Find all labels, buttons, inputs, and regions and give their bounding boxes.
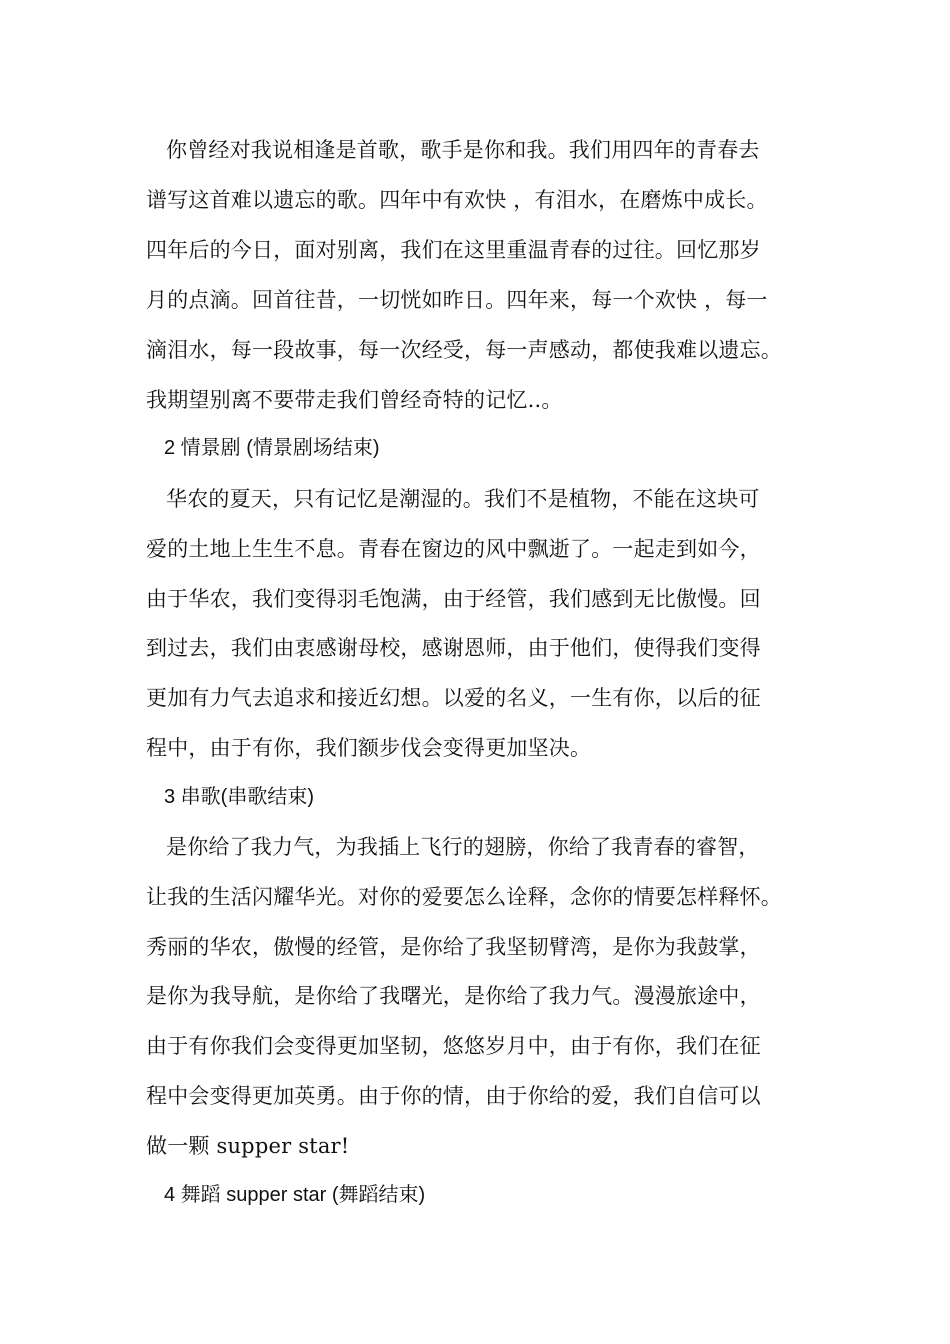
paragraph-2-line-5: 更加有力气去追求和接近幻想。以爱的名义，一生有你，以后的征 [146,686,761,710]
paragraph-3-line-5: 由于有你我们会变得更加坚韧，悠悠岁月中，由于有你，我们在征 [146,1034,761,1058]
section-heading-2: 2 情景剧 (情景剧场结束) [164,437,380,459]
paragraph-2-line-6: 程中，由于有你，我们额步伐会变得更加坚决。 [146,736,592,760]
paragraph-2-line-4: 到过去，我们由衷感谢母校，感谢恩师，由于他们，使得我们变得 [146,636,761,660]
paragraph-3-line-3: 秀丽的华农，傲慢的经管，是你给了我坚韧臂湾，是你为我鼓掌， [146,935,761,959]
paragraph-3-line-7: 做一颗 supper star! [146,1134,350,1158]
paragraph-3-line-1: 是你给了我力气，为我插上飞行的翅膀，你给了我青春的睿智， [166,835,760,859]
paragraph-3-line-2: 让我的生活闪耀华光。对你的爱要怎么诠释，念你的情要怎样释怀。 [146,885,782,909]
paragraph-1-line-1: 你曾经对我说相逢是首歌，歌手是你和我。我们用四年的青春去 [166,138,760,162]
paragraph-2-line-1: 华农的夏天，只有记忆是潮湿的。我们不是植物，不能在这块可 [166,487,760,511]
section-heading-3: 3 串歌(串歌结束) [164,786,314,808]
paragraph-3-line-4: 是你为我导航，是你给了我曙光，是你给了我力气。漫漫旅途中， [146,984,761,1008]
paragraph-3-line-6: 程中会变得更加英勇。由于你的情，由于你给的爱，我们自信可以 [146,1084,761,1108]
paragraph-1-line-5: 滴泪水，每一段故事，每一次经受，每一声感动，都使我难以遗忘。 [146,338,782,362]
paragraph-1-line-4: 月的点滴。回首往昔，一切恍如昨日。四年来，每一个欢快 ，每一 [146,288,768,312]
paragraph-1-line-3: 四年后的今日，面对别离，我们在这里重温青春的过往。回忆那岁 [146,238,761,262]
paragraph-1-line-2: 谱写这首难以遗忘的歌。四年中有欢快 ，有泪水，在磨炼中成长。 [146,188,768,212]
paragraph-2-line-3: 由于华农，我们变得羽毛饱满，由于经管，我们感到无比傲慢。回 [146,587,761,611]
section-heading-4: 4 舞蹈 supper star (舞蹈结束) [164,1184,426,1206]
paragraph-2-line-2: 爱的土地上生生不息。青春在窗边的风中飘逝了。一起走到如今， [146,537,761,561]
paragraph-1-line-6: 我期望别离不要带走我们曾经奇特的记忆..。 [146,388,563,412]
